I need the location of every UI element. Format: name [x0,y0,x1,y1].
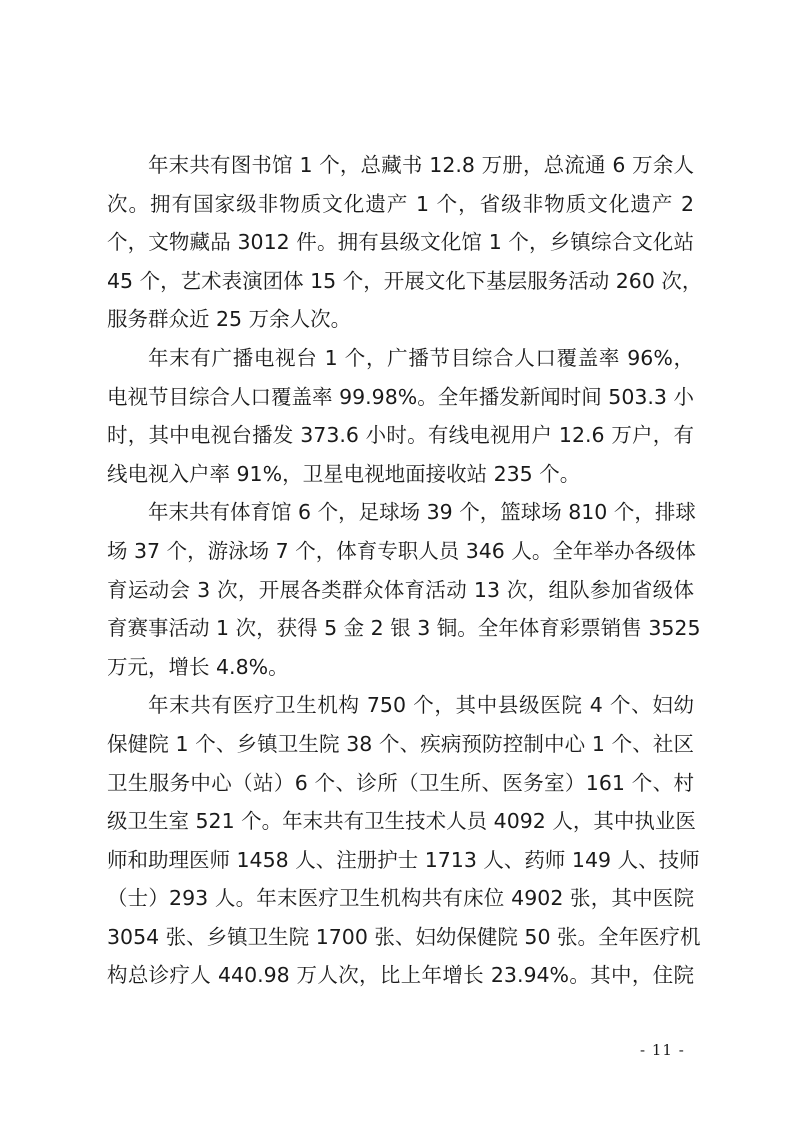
text-body [107,146,703,995]
text-line: 服务群众近 25 万余人次。 [107,307,352,332]
text-line: 3054 张、乡镇卫生院 1700 张、妇幼保健院 50 张。全年医疗机 [107,924,701,949]
text-line: 师和助理医师 1458 人、注册护士 1713 人、药师 149 人、技师 [107,847,700,872]
text-line: 年末共有医疗卫生机构 750 个，其中县级医院 4 个、妇幼 [148,693,694,718]
text-line: 场 37 个，游泳场 7 个，体育专职人员 346 人。全年举办各级体 [107,538,696,563]
text-line: 育赛事活动 1 次，获得 5 金 2 银 3 铜。全年体育彩票销售 3525 [107,616,701,641]
text-line: 个，文物藏品 3012 件。拥有县级文化馆 1 个，乡镇综合文化站 [107,230,694,255]
page-number: - 11 - [640,1041,685,1059]
text-line: （士）293 人。年末医疗卫生机构共有床位 4902 张，其中医院 [107,886,694,911]
text-line: 时，其中电视台播发 373.6 小时。有线电视用户 12.6 万户，有 [107,423,694,448]
paragraph-health [107,686,701,995]
text-line: 电视节目综合人口覆盖率 99.98%。全年播发新闻时间 503.3 小 [107,384,694,409]
text-line: 年末共有体育馆 6 个，足球场 39 个，篮球场 810 个，排球 [148,500,696,525]
text-line: 保健院 1 个、乡镇卫生院 38 个、疾病预防控制中心 1 个、社区 [107,731,694,756]
paragraph-broadcast [107,339,694,493]
text-line: 年末共有图书馆 1 个，总藏书 12.8 万册，总流通 6 万余人 [148,153,694,177]
paragraph-culture [107,146,703,339]
paragraph-sports [107,493,701,686]
text-line: 卫生服务中心（站）6 个、诊所（卫生所、医务室）161 个、村 [107,770,694,795]
text-line: 线电视入户率 91%，卫星电视地面接收站 235 个。 [107,461,581,486]
text-line: 级卫生室 521 个。年末共有卫生技术人员 4092 人，其中执业医 [107,809,696,834]
text-line: 构总诊疗人 440.98 万人次，比上年增长 23.94%。其中，住院 [107,963,694,988]
text-line: 次。拥有国家级非物质文化遗产 1 个，省级非物质文化遗产 2 [107,191,694,216]
text-line: 万元，增长 4.8%。 [107,654,289,679]
text-line: 年末有广播电视台 1 个，广播节目综合人口覆盖率 96%， [148,345,694,370]
text-line: 45 个，艺术表演团体 15 个，开展文化下基层服务活动 260 次， [107,268,703,293]
text-line: 育运动会 3 次，开展各类群众体育活动 13 次，组队参加省级体 [107,577,694,602]
